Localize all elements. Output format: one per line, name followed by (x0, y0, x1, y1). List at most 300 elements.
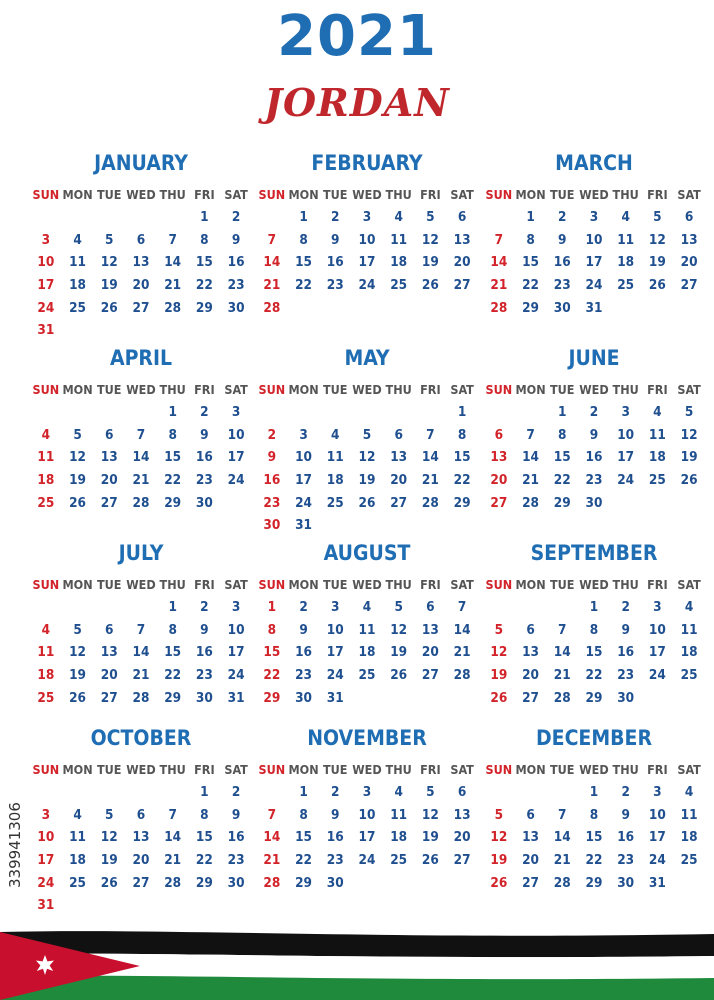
day-cell: 19 (680, 449, 698, 466)
day-cell: 8 (589, 621, 599, 638)
day-cell: 16 (617, 644, 635, 661)
day-cell: 18 (37, 667, 55, 684)
week-row (483, 424, 705, 447)
day-cell: 7 (494, 231, 504, 248)
day-cell (288, 296, 320, 319)
week-row (256, 446, 478, 469)
day-cell: 23 (553, 277, 571, 294)
day-cell: 6 (457, 784, 467, 801)
weekday-label: WED (579, 381, 609, 397)
month-july (30, 538, 252, 709)
day-cell: 7 (168, 806, 177, 823)
day-cell: 1 (299, 209, 308, 226)
day-cell: 22 (522, 277, 539, 294)
weekday-label: THU (385, 186, 412, 202)
day-cell: 2 (331, 784, 340, 801)
day-cell: 21 (132, 667, 150, 684)
day-cell: 12 (390, 621, 408, 638)
day-cell: 16 (585, 449, 603, 466)
day-cell: 29 (553, 494, 571, 511)
day-cell: 19 (69, 667, 86, 684)
day-cell: 13 (100, 644, 118, 661)
day-cell: 4 (73, 806, 82, 823)
day-cell: 15 (522, 254, 539, 271)
day-cell (383, 401, 415, 424)
month-march (483, 148, 705, 319)
day-cell: 18 (617, 254, 635, 271)
day-cell: 4 (684, 599, 694, 616)
day-cell: 28 (453, 667, 471, 684)
week-row (30, 401, 252, 424)
day-cell: 7 (136, 621, 146, 638)
day-cell: 25 (37, 494, 55, 511)
day-cell: 17 (295, 472, 312, 489)
day-cell: 30 (553, 299, 571, 316)
day-cell (483, 401, 515, 424)
weekday-label: MON (515, 186, 546, 202)
weekday-label: TUE (97, 381, 122, 397)
weekday-label: MON (62, 576, 93, 592)
day-cell (610, 296, 642, 319)
day-cell: 12 (358, 449, 376, 466)
day-cell: 25 (69, 299, 86, 316)
day-cell: 26 (69, 689, 86, 706)
month-february (256, 148, 478, 319)
month-name: OCTOBER (90, 726, 192, 750)
weekday-label: THU (612, 576, 639, 592)
day-cell (673, 686, 705, 709)
day-cell (125, 319, 157, 342)
weekday-label: FRI (420, 186, 441, 202)
day-cell: 12 (100, 829, 118, 846)
day-cell: 13 (421, 621, 439, 638)
day-cell: 16 (195, 449, 213, 466)
weekday-label: SUN (32, 381, 60, 397)
day-cell: 13 (132, 829, 150, 846)
day-cell: 18 (680, 644, 698, 661)
day-cell: 12 (69, 644, 86, 661)
day-cell: 25 (326, 494, 344, 511)
day-cell: 20 (100, 667, 118, 684)
weekday-label: MON (515, 576, 546, 592)
week-row (30, 686, 252, 709)
weekday-label: TUE (550, 381, 575, 397)
day-cell: 20 (132, 277, 150, 294)
day-cell: 15 (195, 254, 213, 271)
weekday-label: SAT (224, 576, 248, 592)
day-cell: 15 (585, 644, 603, 661)
month-name: DECEMBER (535, 726, 653, 750)
month-december (483, 723, 705, 894)
day-cell: 10 (227, 621, 245, 638)
day-cell: 25 (648, 472, 666, 489)
day-cell: 19 (490, 852, 508, 869)
day-cell: 22 (164, 472, 182, 489)
weekday-header-row (30, 377, 252, 401)
month-august (256, 538, 478, 709)
weekday-label: SUN (258, 761, 286, 777)
week-row (483, 619, 705, 642)
day-cell: 6 (684, 209, 694, 226)
day-cell: 15 (263, 644, 281, 661)
day-cell: 26 (100, 299, 118, 316)
day-cell: 18 (326, 472, 344, 489)
day-cell: 1 (200, 784, 209, 801)
month-days-table (256, 757, 478, 894)
day-cell: 27 (390, 494, 408, 511)
weekday-label: SUN (485, 576, 513, 592)
day-cell: 21 (490, 277, 508, 294)
week-row (30, 229, 252, 252)
day-cell: 9 (331, 806, 340, 823)
day-cell: 13 (453, 231, 471, 248)
day-cell: 14 (490, 254, 508, 271)
day-cell: 21 (553, 852, 571, 869)
day-cell: 5 (105, 231, 114, 248)
weekday-label: SUN (258, 186, 286, 202)
day-cell (125, 894, 157, 917)
day-cell: 23 (617, 852, 635, 869)
day-cell: 18 (358, 644, 376, 661)
day-cell: 28 (263, 874, 281, 891)
day-cell: 23 (295, 667, 312, 684)
day-cell: 26 (648, 277, 666, 294)
day-cell: 19 (358, 472, 376, 489)
week-row (483, 641, 705, 664)
day-cell: 24 (648, 667, 666, 684)
day-cell: 9 (200, 426, 209, 443)
day-cell: 17 (648, 644, 666, 661)
day-cell: 5 (494, 621, 504, 638)
day-cell: 31 (326, 689, 344, 706)
week-row (30, 596, 252, 619)
day-cell: 22 (553, 472, 571, 489)
day-cell (93, 781, 125, 804)
day-cell (189, 894, 221, 917)
day-cell: 5 (105, 806, 114, 823)
day-cell (642, 491, 674, 514)
day-cell: 16 (263, 472, 281, 489)
day-cell (93, 596, 125, 619)
day-cell (415, 514, 447, 537)
week-row (256, 424, 478, 447)
day-cell: 21 (522, 472, 539, 489)
day-cell: 12 (490, 644, 508, 661)
day-cell (319, 401, 351, 424)
day-cell: 12 (648, 231, 666, 248)
day-cell: 9 (231, 231, 241, 248)
day-cell (62, 206, 94, 229)
day-cell: 10 (585, 231, 603, 248)
day-cell: 24 (358, 277, 376, 294)
day-cell: 24 (227, 667, 245, 684)
day-cell: 5 (653, 209, 662, 226)
day-cell: 27 (100, 494, 118, 511)
day-cell (415, 296, 447, 319)
weekday-label: TUE (97, 186, 122, 202)
day-cell: 11 (69, 254, 86, 271)
day-cell (125, 206, 157, 229)
day-cell: 14 (553, 829, 571, 846)
day-cell: 17 (648, 829, 666, 846)
day-cell: 2 (200, 404, 209, 421)
day-cell: 9 (231, 806, 241, 823)
day-cell: 14 (164, 254, 182, 271)
day-cell: 11 (37, 644, 55, 661)
week-row (30, 781, 252, 804)
day-cell: 1 (589, 784, 599, 801)
week-row (483, 469, 705, 492)
weekday-label: SUN (485, 761, 513, 777)
weekday-label: FRI (420, 381, 441, 397)
day-cell: 13 (390, 449, 408, 466)
week-row (256, 229, 478, 252)
day-cell: 23 (326, 277, 344, 294)
day-cell: 1 (526, 209, 535, 226)
month-days-table (256, 572, 478, 709)
month-name: MARCH (555, 151, 633, 175)
day-cell: 14 (132, 644, 150, 661)
day-cell: 19 (69, 472, 86, 489)
day-cell: 16 (326, 829, 344, 846)
day-cell: 17 (227, 449, 245, 466)
day-cell (673, 491, 705, 514)
day-cell: 6 (526, 621, 535, 638)
week-row (483, 804, 705, 827)
week-row (30, 274, 252, 297)
day-cell: 22 (453, 472, 471, 489)
day-cell: 8 (299, 231, 308, 248)
day-cell: 25 (69, 874, 86, 891)
day-cell: 31 (227, 689, 245, 706)
day-cell: 28 (164, 299, 182, 316)
day-cell: 26 (421, 277, 439, 294)
day-cell: 2 (267, 426, 277, 443)
day-cell: 29 (522, 299, 539, 316)
weekday-label: SAT (450, 381, 474, 397)
day-cell: 25 (390, 277, 408, 294)
week-row (256, 514, 478, 537)
day-cell: 21 (553, 667, 571, 684)
day-cell (189, 319, 221, 342)
weekday-label: THU (159, 761, 186, 777)
day-cell (62, 319, 94, 342)
week-row (30, 849, 252, 872)
weekday-label: MON (288, 381, 319, 397)
day-cell: 13 (522, 829, 539, 846)
week-row (256, 469, 478, 492)
week-row (256, 664, 478, 687)
day-cell: 28 (522, 494, 539, 511)
day-cell (62, 781, 94, 804)
day-cell: 20 (390, 472, 408, 489)
week-row (256, 296, 478, 319)
month-days-table (483, 377, 705, 514)
day-cell: 9 (331, 231, 340, 248)
day-cell: 11 (390, 806, 408, 823)
weekday-label: TUE (323, 761, 348, 777)
day-cell (673, 296, 705, 319)
day-cell: 2 (589, 404, 599, 421)
day-cell: 26 (490, 874, 508, 891)
day-cell: 1 (168, 404, 177, 421)
day-cell: 6 (526, 806, 535, 823)
day-cell: 2 (558, 209, 567, 226)
weekday-label: SUN (258, 381, 286, 397)
day-cell (157, 206, 189, 229)
day-cell: 2 (331, 209, 340, 226)
week-row (483, 446, 705, 469)
week-row (30, 469, 252, 492)
day-cell: 17 (227, 644, 245, 661)
month-name: JULY (118, 541, 164, 565)
day-cell: 24 (37, 874, 55, 891)
day-cell: 22 (585, 852, 603, 869)
day-cell: 13 (453, 806, 471, 823)
day-cell (415, 686, 447, 709)
day-cell: 10 (617, 426, 635, 443)
day-cell: 8 (200, 231, 209, 248)
week-row (256, 251, 478, 274)
day-cell (62, 596, 94, 619)
day-cell: 13 (132, 254, 150, 271)
day-cell (30, 596, 62, 619)
weekday-label: TUE (97, 761, 122, 777)
day-cell: 23 (585, 472, 603, 489)
day-cell (220, 319, 252, 342)
week-row (483, 849, 705, 872)
day-cell (351, 871, 383, 894)
day-cell (256, 206, 288, 229)
day-cell (125, 781, 157, 804)
week-row (256, 619, 478, 642)
day-cell: 14 (132, 449, 150, 466)
day-cell: 24 (358, 852, 376, 869)
day-cell: 7 (267, 806, 277, 823)
weekday-header-row (256, 757, 478, 781)
day-cell: 16 (195, 644, 213, 661)
day-cell: 28 (164, 874, 182, 891)
week-row (30, 894, 252, 917)
day-cell: 4 (394, 209, 403, 226)
month-name: JUNE (568, 346, 620, 370)
weekday-label: SAT (450, 186, 474, 202)
day-cell (446, 686, 478, 709)
day-cell: 28 (490, 299, 508, 316)
weekday-label: FRI (194, 381, 215, 397)
day-cell: 23 (227, 277, 245, 294)
day-cell: 30 (195, 494, 213, 511)
day-cell: 12 (100, 254, 118, 271)
day-cell (383, 871, 415, 894)
day-cell: 8 (200, 806, 209, 823)
day-cell: 22 (295, 852, 312, 869)
day-cell: 14 (263, 254, 281, 271)
day-cell: 9 (621, 806, 630, 823)
week-row (483, 229, 705, 252)
day-cell: 29 (164, 689, 182, 706)
day-cell: 31 (295, 517, 312, 534)
day-cell: 10 (648, 806, 666, 823)
day-cell: 9 (267, 449, 277, 466)
day-cell: 28 (421, 494, 439, 511)
day-cell: 20 (490, 472, 508, 489)
week-row (30, 804, 252, 827)
day-cell: 17 (358, 254, 376, 271)
day-cell: 7 (526, 426, 535, 443)
day-cell: 29 (585, 689, 603, 706)
month-days-table (483, 572, 705, 709)
day-cell: 4 (73, 231, 82, 248)
weekday-header-row (30, 182, 252, 206)
day-cell: 21 (421, 472, 439, 489)
day-cell: 3 (362, 209, 372, 226)
day-cell: 29 (195, 299, 213, 316)
day-cell: 16 (326, 254, 344, 271)
week-row (30, 664, 252, 687)
day-cell: 31 (648, 874, 666, 891)
day-cell: 24 (617, 472, 635, 489)
day-cell: 15 (585, 829, 603, 846)
day-cell: 6 (105, 621, 114, 638)
day-cell: 25 (617, 277, 635, 294)
week-row (256, 871, 478, 894)
day-cell: 24 (37, 299, 55, 316)
day-cell: 1 (589, 599, 599, 616)
day-cell (446, 514, 478, 537)
day-cell: 19 (490, 667, 508, 684)
week-row (256, 826, 478, 849)
day-cell: 14 (453, 621, 471, 638)
weekday-label: THU (385, 761, 412, 777)
month-name: AUGUST (323, 541, 411, 565)
week-row (483, 781, 705, 804)
week-row (483, 491, 705, 514)
day-cell (256, 401, 288, 424)
weekday-label: SUN (32, 761, 60, 777)
day-cell: 26 (358, 494, 376, 511)
day-cell: 29 (164, 494, 182, 511)
weekday-label: WED (579, 186, 609, 202)
day-cell: 4 (394, 784, 403, 801)
day-cell: 11 (326, 449, 344, 466)
weekday-label: MON (62, 761, 93, 777)
jordan-flag (0, 930, 714, 1000)
day-cell (157, 781, 189, 804)
week-row (483, 401, 705, 424)
month-days-table (256, 182, 478, 319)
day-cell: 25 (680, 667, 698, 684)
day-cell: 20 (522, 852, 539, 869)
day-cell: 8 (168, 426, 177, 443)
day-cell (642, 686, 674, 709)
day-cell: 21 (263, 277, 281, 294)
day-cell: 20 (132, 852, 150, 869)
day-cell (515, 781, 547, 804)
day-cell: 5 (684, 404, 694, 421)
weekday-header-row (30, 757, 252, 781)
weekday-label: WED (126, 381, 156, 397)
week-row (30, 446, 252, 469)
day-cell: 5 (362, 426, 372, 443)
day-cell: 21 (453, 644, 471, 661)
day-cell (483, 206, 515, 229)
day-cell: 9 (200, 621, 209, 638)
day-cell: 4 (621, 209, 630, 226)
day-cell: 3 (653, 784, 662, 801)
weekday-label: THU (612, 381, 639, 397)
day-cell (93, 894, 125, 917)
